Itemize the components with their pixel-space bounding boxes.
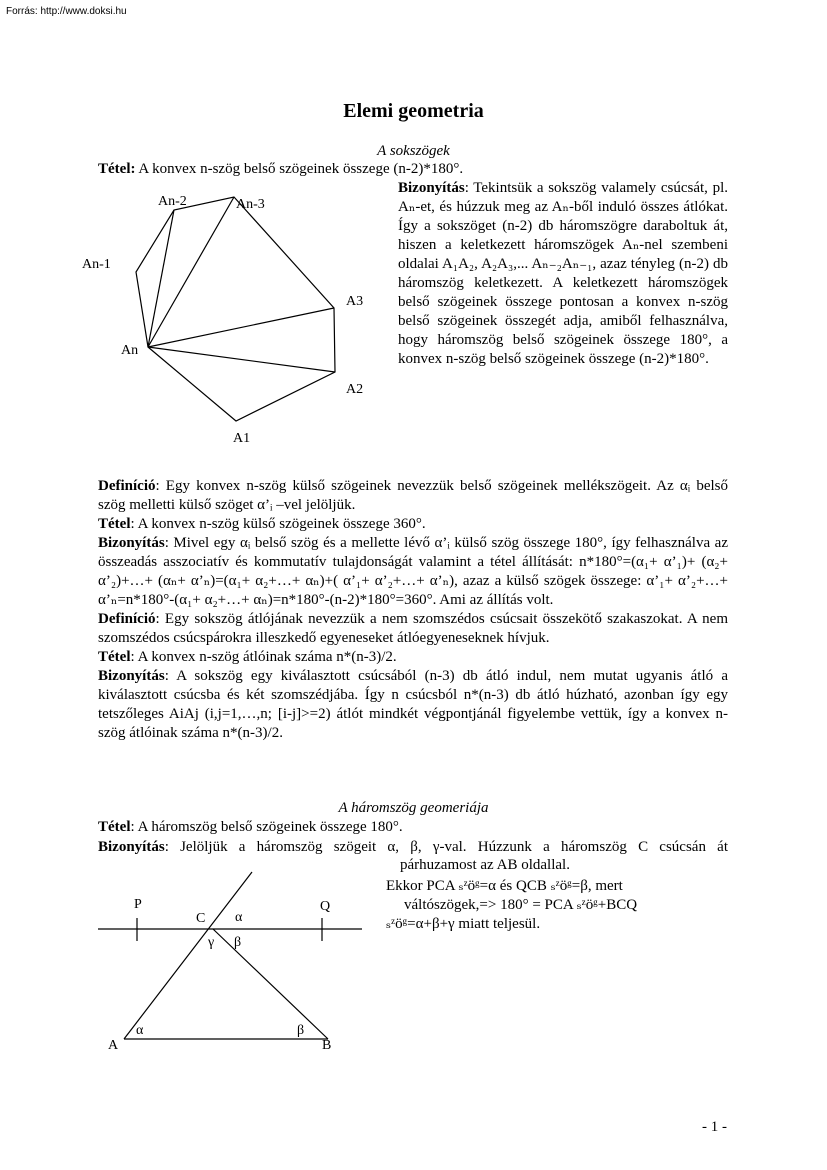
label-beta-top: β — [234, 935, 242, 950]
theorem-label: Tétel: — [98, 161, 136, 177]
label-b: B — [322, 1038, 332, 1053]
label-a: A — [108, 1038, 119, 1053]
proof-triangle-line3: Ekkor PCA ₛᶻöᵍ=α és QCB ₛᶻöᵍ=β, mert — [386, 878, 623, 894]
page-number: - 1 - — [702, 1119, 727, 1135]
label-a3: A3 — [346, 294, 364, 309]
label-alpha-bottom: α — [136, 1023, 144, 1038]
label-gamma: γ — [208, 935, 215, 950]
theorem-label: Tétel — [98, 819, 131, 835]
proof-text: : Tekintsük a sokszög valamely csúcsát, pl. Aₙ-et, és húzzuk meg az Aₙ-ből induló összes átlókat. Így a sokszöget (n-2) db háromszögre daraboltuk át, hiszen a keletkezett háromszögek Aₙ-nel szembeni oldalai A₁A₂, A₂A₃,... Aₙ₋₂Aₙ₋₁, azaz tényleg (n-2) db háromszög keletkezett. A keletkezett háromszögek belső szögeinek összege pontosan a konvex n-szög belső szögeinek összegét adja, amiből felhasználva, hogy háromszög belső szögeinek összege 180°, a konvex n-szög belső szögeinek összege (n-2)*180°. — [398, 180, 728, 367]
label-beta-bottom: β — [297, 1023, 305, 1038]
theorem-text: A konvex n-szög belső szögeinek összege (n-2)*180°. — [138, 161, 464, 177]
source-url: Forrás: http://www.doksi.hu — [6, 6, 127, 17]
paragraph-theorem-diagonal-count: Tétel: A konvex n-szög átlóinak száma n*(n-3)/2. — [98, 649, 397, 665]
label-an: An — [121, 343, 139, 358]
paragraph-proof-exterior: Bizonyítás: Mivel egy αᵢ belső szög és a mellette lévő α’ᵢ külső szög összege 180°, így felhasználva az összeadás asszociatív és kommutatív tulajdonságát valamint a tétel állítását: n*180°=(α₁+ α’₁)+ (α₂+ α’₂)+…+ (αₙ+ α’ₙ)=(α₁+ α₂+…+ αₙ)+( α’₁+ α’₂+…+ α’ₙ), azaz a külső szögek összege: α’₁+ α’₂+…+ α’ₙ=n*180°-(α₁+ α₂+…+ αₙ)=n*180°-(n-2)*180°=360°. Ami az állítás volt. — [98, 535, 728, 608]
label-p: P — [134, 897, 142, 912]
paragraph-definition-diagonal: Definíció: Egy sokszög átlójának nevezzük a nem szomszédos csúcsait összekötő szakaszokat. A nem szomszédos csúcspárokra illeszkedő egyeneseket átlóegyeneseknek hívjuk. — [98, 611, 728, 646]
proof-text: : Jelöljük a háromszög szögeit α, β, γ-val. Húzzunk a háromszög C csúcsán át — [164, 839, 728, 855]
paragraph-definition-exterior: Definíció: Egy konvex n-szög külső szögeinek nevezzük belső szögeinek mellékszögeit. Az αᵢ belső szög melletti külső szöget α’ᵢ –vel jelöljük. — [98, 478, 728, 513]
label-c: C — [196, 911, 206, 926]
paragraph-proof-diagonal-count: Bizonyítás: A sokszög egy kiválasztott csúcsából (n-3) db átló indul, nem mutat ugyanis átló a kiválasztott csúcsba és két szomszédjába. Így n csúcsból n*(n-3) db átló húzható, azonban így egy tetszőleges AiAj (i,j=1,…,n; [i-j]>=2) átlót mindkét végpontjánál figyelembe vettük, így a konvex n-szög átlóinak száma n*(n-3)/2. — [98, 668, 728, 741]
label-a2: A2 — [346, 382, 364, 397]
label-an2: An-2 — [158, 194, 187, 209]
section-heading-triangle: A háromszög geomeriája — [338, 800, 489, 816]
label-a1: A1 — [233, 431, 251, 446]
proof-triangle-line2: párhuzamost az AB oldallal. — [400, 857, 570, 873]
proof-label: Bizonyítás — [98, 839, 165, 855]
section-heading-polygons: A sokszögek — [377, 143, 450, 159]
theorem-text: : A háromszög belső szögeinek összege 180°. — [130, 819, 403, 835]
paragraph-theorem-exterior: Tétel: A konvex n-szög külső szögeinek összege 360°. — [98, 516, 426, 532]
label-q: Q — [320, 899, 331, 914]
proof-label: Bizonyítás — [398, 180, 465, 196]
label-an1: An-1 — [82, 257, 111, 272]
label-alpha-top: α — [235, 910, 243, 925]
side-cb — [213, 929, 328, 1039]
label-an3: An-3 — [236, 197, 265, 212]
page-title: Elemi geometria — [343, 100, 484, 122]
proof-triangle-line5: ₛᶻöᵍ=α+β+γ miatt teljesül. — [386, 916, 541, 932]
side-ca-extended — [124, 872, 252, 1039]
proof-triangle-line4: váltószögek,=> 180° = PCA ₛᶻöᵍ+BCQ — [404, 897, 638, 913]
